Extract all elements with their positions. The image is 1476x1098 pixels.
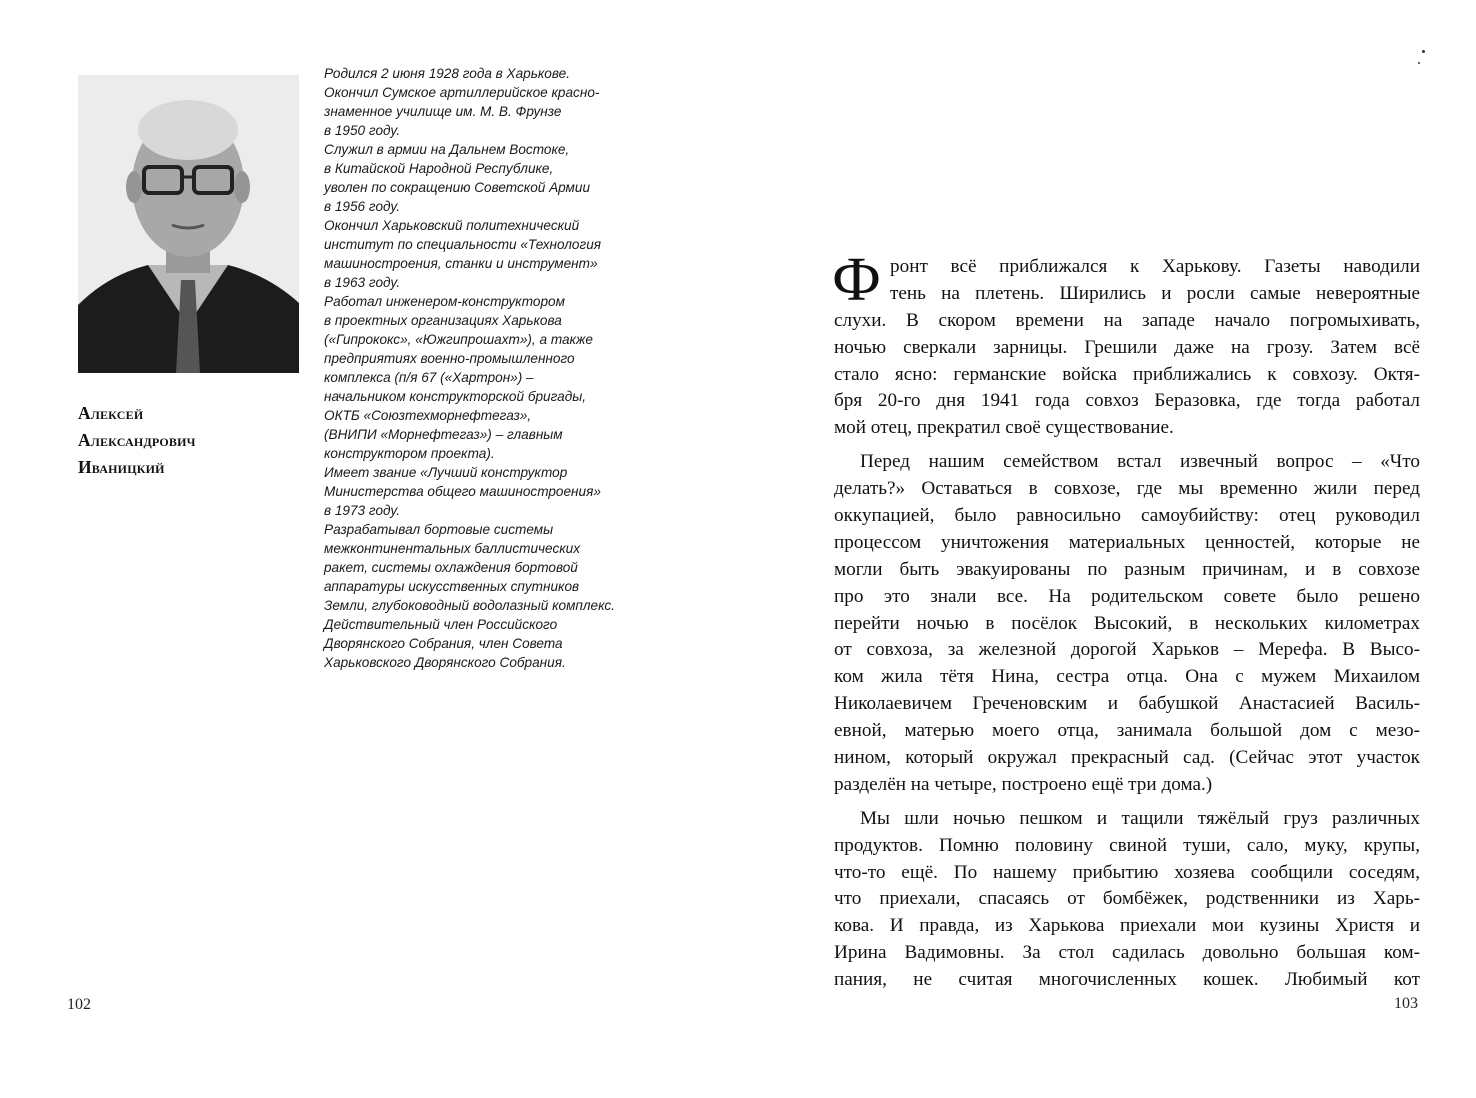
bio-line: комплекса (п/я 67 («Хартрон») – <box>324 370 534 385</box>
text-line: Ирина Вадимовны. За стол садилась довольно большая ком- <box>834 942 1420 964</box>
bio-line: («Гипрококс», «Южгипрошахт»), а также <box>324 332 593 347</box>
portrait-photo <box>78 75 299 373</box>
page-number-right: 103 <box>1394 995 1418 1012</box>
bio-line: знаменное училище им. М. В. Фрунзе <box>324 104 562 119</box>
bio-line: Харьковского Дворянского Собрания. <box>324 655 566 670</box>
text-line: мой отец, прекратил своё существование. <box>834 417 1174 439</box>
text-line: слухи. В скором времени на западе начало погромыхивать, <box>834 309 1420 331</box>
text-line: про это знали все. На родительском совете было решено <box>834 585 1420 607</box>
bio-line: Земли, глубоководный водолазный комплекс. <box>324 598 615 613</box>
bio-line: предприятиях военно-промышленного <box>324 351 575 366</box>
text-line: процессом уничтожения материальных ценностей, которые не <box>834 531 1420 553</box>
text-line: оккупацией, было равносильно самоубийству: отец руководил <box>834 505 1420 527</box>
biography <box>324 64 674 672</box>
person-portrait-icon <box>78 75 299 373</box>
name-line: Алексей <box>78 403 144 423</box>
bio-line: ОКТБ «Союзтехморнефтегаз», <box>324 408 532 423</box>
text-line: разделён на четыре, построено ещё три дома.) <box>834 773 1213 795</box>
bio-line: аппаратуры искусственных спутников <box>324 579 580 594</box>
text-line: пания, не считая многочисленных кошек. Любимый кот <box>834 969 1420 991</box>
scan-speck <box>1422 50 1425 53</box>
bio-line: начальником конструкторской бригады, <box>324 389 586 404</box>
bio-line: в 1963 году. <box>324 275 401 290</box>
bio-line: в проектных организациях Харькова <box>324 313 562 328</box>
text-line: Перед нашим семейством встал извечный вопрос – «Что <box>860 451 1420 473</box>
bio-line: Окончил Сумское артиллерийское красно- <box>324 85 600 100</box>
bio-line: Служил в армии на Дальнем Востоке, <box>324 142 570 157</box>
text-line: могли быть эвакуированы по разным причинам, и в совхозе <box>834 558 1420 580</box>
text-line: ронт всё приближался к Харькову. Газеты наводили <box>890 256 1420 277</box>
text-line: делать?» Оставаться в совхозе, где мы временно жили перед <box>834 478 1420 500</box>
text-line: Мы шли ночью пешком и тащили тяжёлый груз различных <box>860 807 1420 829</box>
text-line: продуктов. Помню половину свиной туши, сало, муку, крупы, <box>834 834 1420 856</box>
bio-line: конструктором проекта). <box>324 446 495 461</box>
author-name <box>78 400 278 481</box>
main-text <box>832 246 1420 994</box>
bio-line: в Китайской Народной Республике, <box>324 161 554 176</box>
bio-line: Действительный член Российского <box>324 617 558 632</box>
text-line: от совхоза, за железной дорогой Харьков – Мерефа. В Высо- <box>834 639 1420 661</box>
bio-line: институт по специальности «Технология <box>324 237 602 252</box>
bio-line: уволен по сокращению Советской Армии <box>324 180 591 195</box>
text-line: перейти ночью в посёлок Высокий, в нескольких километрах <box>834 612 1420 634</box>
text-line: стало ясно: германские войска приближались к совхозу. Октя- <box>834 363 1420 385</box>
name-line: Иваницкий <box>78 457 165 477</box>
text-line: бря 20-го дня 1941 года совхоз Беразовка, где тогда работал <box>834 390 1420 412</box>
bio-line: Министерства общего машиностроения» <box>324 484 601 499</box>
text-line: кова. И правда, из Харькова приехали мои кузины Христя и <box>834 915 1420 937</box>
bio-line: машиностроения, станки и инструмент» <box>324 256 598 271</box>
bio-line: Разрабатывал бортовые системы <box>324 522 554 537</box>
bio-line: Работал инженером-конструктором <box>324 294 565 309</box>
bio-line: Имеет звание «Лучший конструктор <box>324 465 568 480</box>
text-line: тень на плетень. Ширились и росли самые невероятные <box>890 282 1420 304</box>
name-line: Александрович <box>78 430 196 450</box>
page-number-left: 102 <box>67 996 91 1013</box>
bio-line: Окончил Харьковский политехнический <box>324 218 580 233</box>
drop-cap: Ф <box>832 246 881 314</box>
bio-line: ракет, системы охлаждения бортовой <box>324 560 578 575</box>
text-line: нином, который окружал прекрасный сад. (Сейчас этот участок <box>834 747 1420 769</box>
text-line: ночью сверкали зарницы. Грешили даже на грозу. Затем всё <box>834 336 1420 358</box>
text-line: что-то ещё. По нашему прибытию хозяева сообщили соседям, <box>834 861 1420 883</box>
text-line: ком жила тётя Нина, сестра отца. Она с мужем Михаилом <box>834 666 1420 688</box>
text-line: что приехали, спасаясь от бомбёжек, родственники из Харь- <box>834 888 1420 910</box>
scan-speck <box>1418 62 1420 64</box>
bio-line: межконтинентальных баллистических <box>324 541 581 556</box>
bio-line: в 1973 году. <box>324 503 401 518</box>
bio-line: (ВНИПИ «Морнефтегаз») – главным <box>324 427 563 442</box>
bio-line: Родился 2 июня 1928 года в Харькове. <box>324 66 570 81</box>
text-line: Николаевичем Греченовским и бабушкой Анастасией Василь- <box>834 693 1420 715</box>
bio-line: в 1950 году. <box>324 123 401 138</box>
bio-line: в 1956 году. <box>324 199 401 214</box>
bio-line: Дворянского Собрания, член Совета <box>324 636 563 651</box>
text-line: евной, матерью моего отца, занимала большой дом с мезо- <box>834 720 1420 742</box>
